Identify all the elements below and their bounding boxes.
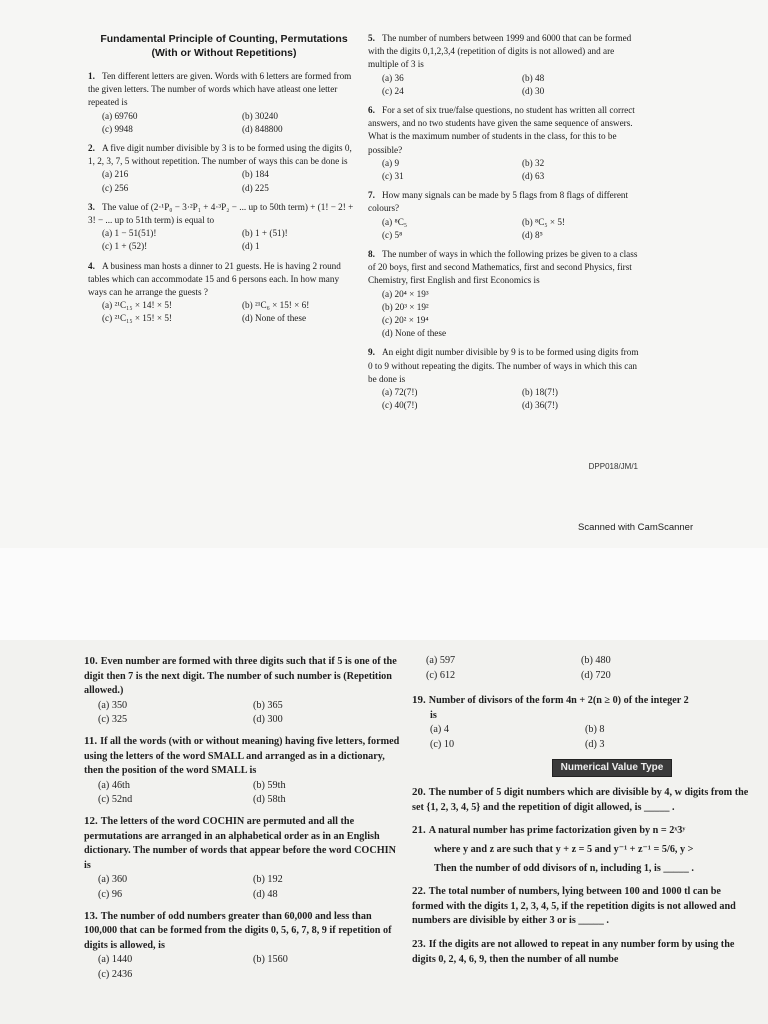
answer-option: (c) 2436	[98, 968, 133, 980]
section-title-line1: Fundamental Principle of Counting, Permutations	[100, 33, 348, 45]
answer-option: (b) 365	[253, 699, 283, 711]
question-number: 19.	[412, 694, 426, 707]
answer-option: (a) 69760	[102, 110, 138, 121]
question-text: The number of odd numbers greater than 60,000 and less than 100,000 that can be formed from the digits 0, 5, 6, 7, 8, 9 if repetition of digits is allowed, is	[84, 910, 392, 951]
answer-options	[98, 779, 402, 808]
question-3	[88, 201, 360, 254]
answer-option: (c) 9948	[102, 123, 133, 134]
question-12	[84, 814, 402, 903]
answer-options	[102, 299, 360, 325]
answer-option: (d) 30	[522, 85, 545, 96]
question-text-cont: is	[430, 709, 437, 721]
question-text: The number of ways in which the following prizes be given to a class of 20 boys, first and second Mathematics, first and second Physics, first Chemistry, first English and first Economics is	[368, 249, 638, 286]
question-number: 23.	[412, 937, 426, 950]
answer-option: (a) 1 − 51(51)!	[102, 228, 157, 239]
answer-option: (b) 192	[253, 874, 283, 886]
answer-option: (b) 48	[522, 72, 545, 83]
question-text: A business man hosts a dinner to 21 guests. He is having 2 round tables which can accommodate 15 and 6 persons each. In how many ways can he arrange the guests ?	[88, 260, 341, 298]
question-number: 8.	[368, 249, 375, 260]
answer-option: (c) 612	[426, 669, 456, 681]
answer-options	[102, 227, 360, 253]
question-number: 9.	[368, 347, 375, 358]
answer-option: (b) 184	[242, 169, 269, 180]
answer-option: (a) 216	[102, 169, 129, 180]
answer-option: (c) 5⁸	[382, 229, 403, 240]
answer-option: (c) 1 + (52)!	[102, 241, 148, 252]
question-text: If all the words (with or without meaning) having five letters, formed using the letters of the word SMALL and arranged as in a dictionary, then the position of the word SMALL is	[84, 735, 400, 777]
answer-option: (d) 8⁵	[522, 229, 543, 240]
q19-options	[430, 723, 752, 752]
answer-option: (c) 31	[382, 171, 404, 182]
question-6	[368, 104, 640, 183]
answer-option: (d) 3	[585, 738, 605, 750]
left-column-bottom	[84, 654, 402, 988]
answer-options	[98, 699, 402, 728]
answer-option: (d) 1	[242, 241, 260, 252]
question-number: 21.	[412, 824, 426, 837]
answer-options	[98, 953, 402, 982]
question-11	[84, 734, 402, 808]
question-2	[88, 142, 360, 195]
answer-option: (a) 4	[430, 724, 449, 736]
question-23	[412, 937, 752, 967]
question-number: 12.	[84, 814, 98, 827]
right-column-bottom	[412, 654, 752, 973]
question-text: How many signals can be made by 5 flags from 8 flags of different colours?	[368, 190, 629, 214]
question-number: 2.	[88, 143, 95, 154]
answer-option: (d) None of these	[242, 313, 307, 324]
answer-option: (d) 225	[242, 182, 269, 193]
answer-options	[98, 873, 402, 902]
question-text: Even number are formed with three digits such that if 5 is one of the digit then 7 is the next digit. The number of such number is (Repetition allowed.)	[84, 656, 397, 697]
question-text: The value of (2·¹P₀ − 3·²P₁ + 4·³P₂ − ... up to 50th term) + (1! − 2! + 3! − ... up to 51th term) is equal to	[88, 201, 354, 226]
question-4	[88, 260, 360, 326]
answer-option: (d) 300	[253, 714, 283, 726]
answer-option: (c) 96	[98, 888, 123, 900]
document-code: DPP018/JM/1	[588, 462, 638, 471]
answer-option: (d) 48	[253, 888, 278, 900]
section-badge-wrap	[472, 759, 752, 778]
answer-option: (c) 10	[430, 738, 455, 750]
question-22	[412, 884, 752, 929]
question-21	[412, 823, 752, 876]
question-text: A five digit number divisible by 3 is to be formed using the digits 0, 1, 2, 3, 7, 5 without repetition. The number of ways this can be done is	[88, 143, 352, 167]
answer-option: (c) 52nd	[98, 794, 133, 806]
answer-options	[382, 288, 640, 341]
scanned-sheet-bottom	[0, 640, 768, 1024]
answer-option: (a) 9	[382, 157, 400, 168]
question-number: 6.	[368, 105, 375, 116]
right-column-top	[368, 32, 640, 418]
answer-option: (a) 20⁴ × 19³	[382, 288, 429, 299]
question-list-right	[368, 32, 640, 412]
answer-options	[382, 157, 640, 183]
section-title-line2: (With or Without Repetitions)	[151, 47, 297, 59]
answer-option: (d) 720	[581, 669, 611, 681]
answer-option: (b) 480	[581, 655, 611, 666]
answer-option: (a) ²¹C₁₅ × 14! × 5!	[102, 300, 172, 311]
question-number: 4.	[88, 260, 95, 271]
answer-option: (a) 350	[98, 699, 128, 711]
question-13	[84, 909, 402, 983]
question-number: 3.	[88, 201, 95, 212]
question-text: The number of numbers between 1999 and 6000 that can be formed with the digits 0,1,2,3,4 (repetition of digits is not allowed) and are multiple of 3 is	[368, 33, 632, 70]
question-number: 11.	[84, 734, 98, 747]
answer-option: (d) None of these	[382, 328, 447, 339]
answer-option: (a) 1440	[98, 954, 133, 966]
question-19	[412, 693, 752, 752]
answer-option: (a) 360	[98, 874, 128, 886]
answer-option: (a) 597	[426, 655, 456, 666]
answer-options	[102, 168, 360, 194]
answer-option: (b) ²¹C₆ × 15! × 6!	[242, 300, 310, 311]
answer-option: (d) 848800	[242, 123, 283, 134]
answer-option: (b) 20³ × 19²	[382, 301, 429, 312]
question-10	[84, 654, 402, 728]
answer-option: (c) 24	[382, 85, 404, 96]
question-9	[368, 346, 640, 412]
answer-option: (c) 325	[98, 714, 128, 726]
question-text: The letters of the word COCHIN are permuted and all the permutations are arranged in an alphabetical order as in an English dictionary. The number of words that appear before the word COCHIN is	[84, 815, 396, 871]
answer-option: (c) 40(7!)	[382, 400, 418, 411]
answer-options	[382, 216, 640, 242]
question-text: For a set of six true/false questions, no student has written all correct answers, and no two students have given the same sequence of answers. What is the maximum number of students in the class, for this to be possible?	[368, 105, 635, 155]
numerical-value-type-badge: Numerical Value Type	[552, 759, 673, 778]
scanner-watermark: Scanned with CamScanner	[578, 522, 694, 533]
question-text: A natural number has prime factorization given by n = 2ˣ3ʸ	[428, 825, 686, 837]
answer-option: (b) 8	[585, 724, 605, 736]
answer-option: (d) 58th	[253, 794, 286, 806]
question-8	[368, 248, 640, 340]
answer-options	[102, 110, 360, 136]
q18-options	[426, 654, 752, 683]
question-number: 5.	[368, 33, 375, 43]
question-text: The number of 5 digit numbers which are divisible by 4, w digits from the set {1, 2, 3, 4, 5} and the repetition of digit allowed, is _____ .	[412, 787, 749, 813]
question-text: The total number of numbers, lying between 100 and 1000 tl can be formed with the digits 1, 2, 3, 4, 5, if the repetition digits is not allowed and numbers are divisible by either 3 or is _____ .	[412, 886, 736, 927]
answer-option: (b) 18(7!)	[522, 387, 558, 398]
answer-option: (a) 36	[382, 72, 404, 83]
question-number: 13.	[84, 909, 98, 922]
section-title	[88, 32, 360, 60]
answer-option: (b) 1560	[253, 954, 288, 966]
answer-option: (c) 20² × 19⁴	[382, 315, 429, 326]
question-number: 10.	[84, 655, 98, 667]
page-gap	[0, 548, 768, 640]
question-text: Ten different letters are given. Words with 6 letters are formed from the given letters. The number of words which have atleast one letter repeated is	[88, 71, 352, 108]
left-column-top	[88, 32, 360, 332]
question-20	[412, 785, 752, 815]
answer-option: (a) 72(7!)	[382, 387, 418, 398]
answer-option: (d) 63	[522, 171, 545, 182]
answer-option: (c) 256	[102, 182, 129, 193]
question-7	[368, 189, 640, 242]
question-1	[88, 70, 360, 136]
question-number: 22.	[412, 885, 426, 898]
answer-option: (a) ⁸C₅	[382, 216, 408, 227]
answer-option: (b) ⁸C₅ × 5!	[522, 216, 565, 227]
question-text: Number of divisors of the form 4n + 2(n ≥ 0) of the integer 2	[428, 695, 689, 707]
question-5	[368, 32, 640, 98]
answer-options	[382, 72, 640, 98]
question-text: If the digits are not allowed to repeat in any number form by using the digits 0, 2, 4, 6, 9, then the number of all numbe	[412, 938, 735, 965]
answer-option: (b) 30240	[242, 110, 278, 121]
answer-option: (b) 59th	[253, 779, 286, 791]
question-number: 20.	[412, 786, 426, 799]
answer-option: (c) ²¹C₁₅ × 15! × 5!	[102, 313, 172, 324]
question-text: An eight digit number divisible by 9 is to be formed using digits from 0 to 9 without repeating the digits. The number of ways in which this can be done is	[368, 347, 639, 384]
answer-option: (d) 36(7!)	[522, 400, 558, 411]
question-text-cont: where y and z are such that y + z = 5 and y⁻¹ + z⁻¹ = 5/6, y >	[434, 843, 694, 855]
question-list-left	[88, 70, 360, 326]
answer-option: (a) 46th	[98, 779, 130, 791]
answer-options	[382, 386, 640, 412]
question-number: 7.	[368, 190, 375, 201]
answer-option: (b) 32	[522, 157, 545, 168]
question-number: 1.	[88, 71, 95, 81]
question-text-cont2: Then the number of odd divisors of n, including 1, is _____ .	[434, 862, 694, 874]
answer-option: (b) 1 + (51)!	[242, 228, 288, 239]
